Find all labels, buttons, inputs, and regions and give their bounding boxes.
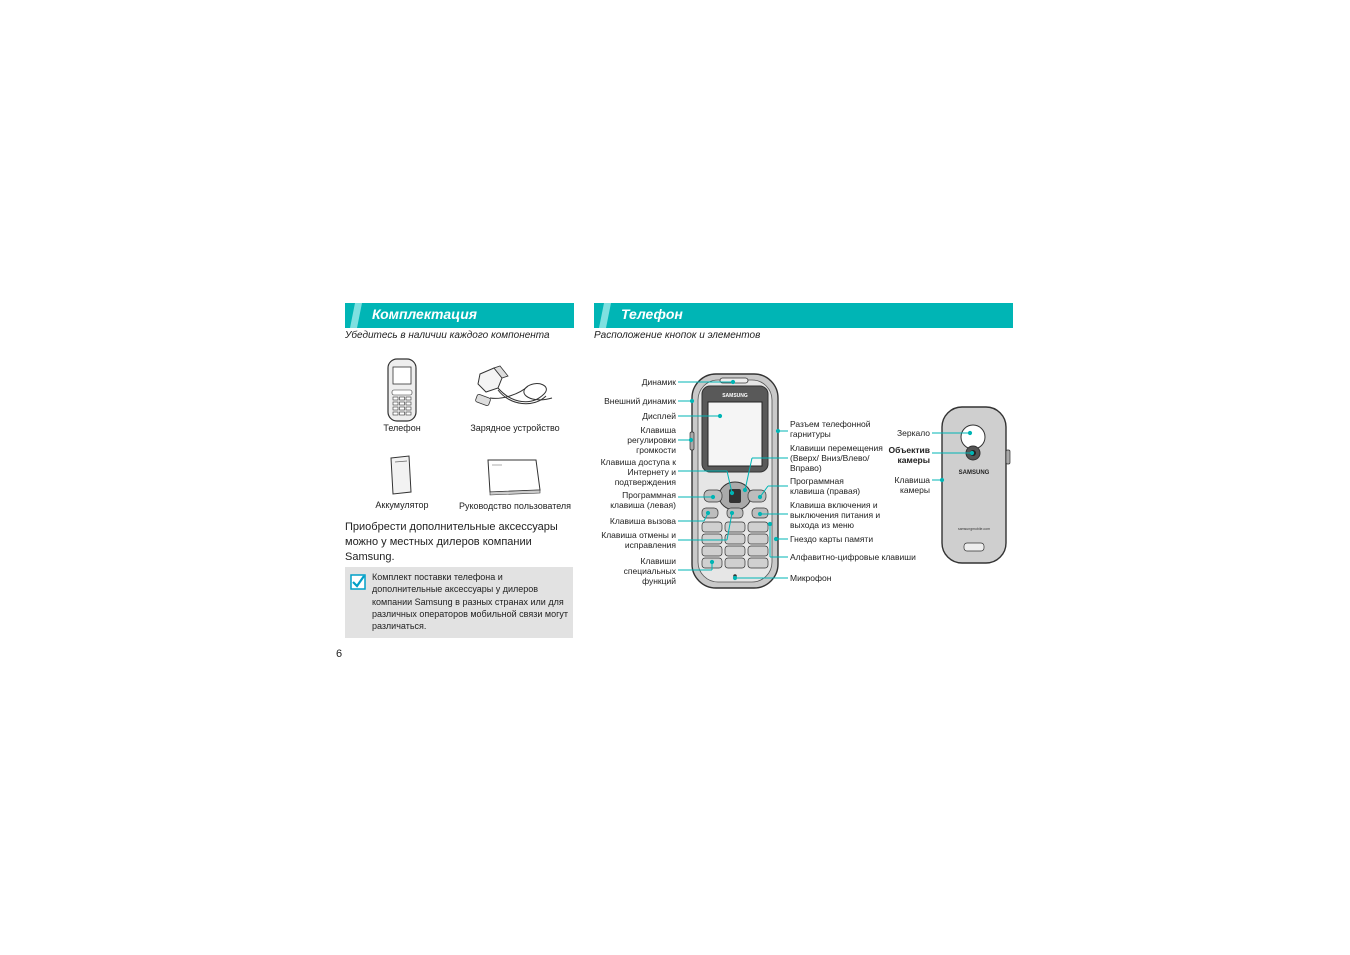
section-subtitle: Расположение кнопок и элементов [594, 330, 761, 341]
label-camera-key: Клавиша камеры [894, 475, 930, 495]
label-volume-key: Клавиша регулировки громкости [627, 425, 676, 455]
item-label-charger: Зарядное устройство [470, 423, 560, 433]
front-brand: SAMSUNG [722, 393, 748, 399]
label-power-key: Клавиша включения и выключения питания и выхода из меню [790, 500, 881, 530]
label-mirror: Зеркало [896, 428, 930, 438]
section-title: Телефон [621, 306, 683, 322]
label-cancel-key: Клавиша отмены и исправления [601, 530, 676, 550]
label-special-keys: Клавиши специальных функций [623, 556, 676, 586]
label-speaker: Динамик [641, 377, 676, 387]
label-call-key: Клавиша вызова [609, 516, 676, 526]
label-internet-key: Клавиша доступа к Интернету и подтверждения [600, 457, 676, 487]
section-subtitle: Убедитесь в наличии каждого компонента [345, 330, 550, 341]
label-alnum-keys: Алфавитно-цифровые клавиши [790, 552, 916, 562]
label-microphone: Микрофон [790, 573, 832, 583]
accessories-paragraph: Приобрести дополнительные аксессуары можно у местных дилеров компании Samsung. [345, 521, 558, 563]
label-memory-slot: Гнездо карты памяти [790, 534, 874, 544]
item-label-phone: Телефон [383, 423, 421, 433]
label-display: Дисплей [642, 411, 676, 421]
label-headset-jack: Разъем телефонной гарнитуры [790, 419, 871, 439]
label-left-soft-key: Программная клавиша (левая) [610, 490, 676, 510]
page-number: 6 [336, 648, 343, 660]
note-text: Комплект поставки телефона и дополнительные аксессуары у дилеров компании Samsung в разных странах или для различных операторов мобильной связи могут различаться. [372, 572, 568, 632]
section-title: Комплектация [372, 306, 478, 322]
label-external-speaker: Внешний динамик [604, 396, 676, 406]
item-label-battery: Аккумулятор [375, 500, 429, 510]
back-website: samsungmobile.com [957, 527, 991, 531]
label-camera-lens: Объектив камеры [888, 445, 930, 465]
item-label-manual: Руководство пользователя [458, 501, 572, 511]
label-navigation-keys: Клавиши перемещения (Вверх/ Вниз/Влево/Вправо) [790, 443, 883, 473]
label-right-soft-key: Программная клавиша (правая) [790, 476, 861, 496]
back-brand: SAMSUNG [958, 470, 990, 476]
